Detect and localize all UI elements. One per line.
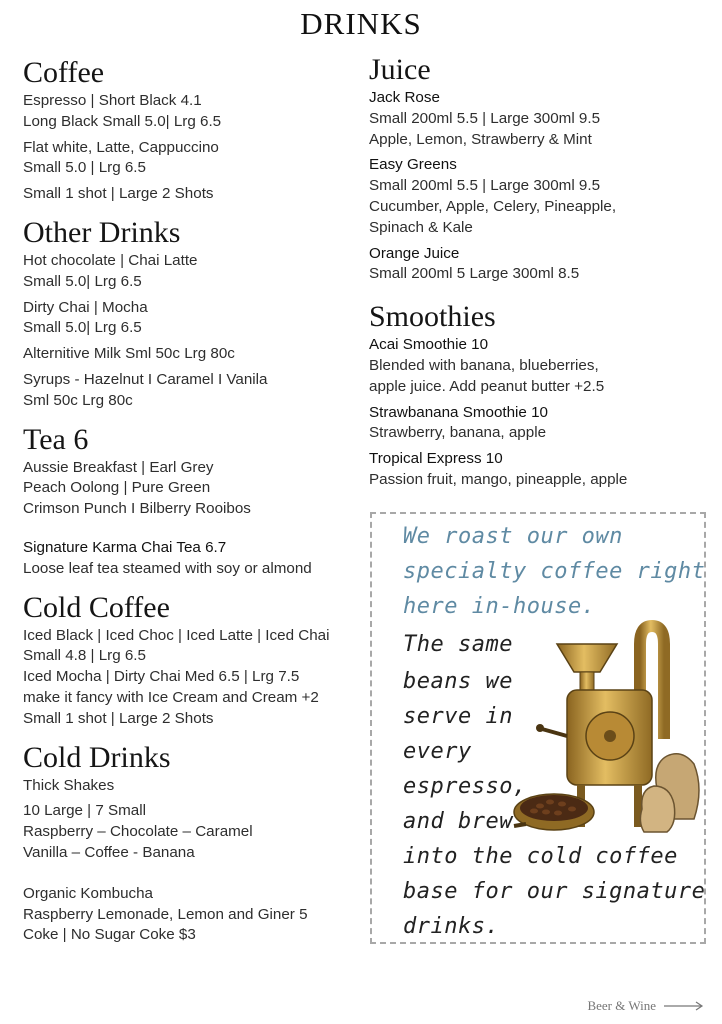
coffee-line: Espresso | Short Black 4.1: [23, 92, 202, 109]
smoothie-item-name: Tropical Express 10: [369, 450, 503, 468]
cold-drinks-line: Coke | No Sugar Coke $3: [23, 926, 196, 944]
cold-coffee-line: Small 4.8 | Lrg 6.5: [23, 647, 146, 665]
tea-line: Aussie Breakfast | Earl Grey: [23, 458, 214, 476]
smoothie-item-name: Acai Smoothie 10: [369, 336, 489, 354]
left-column: [23, 55, 368, 946]
other-drinks-line: Syrups - Hazelnut I Caramel I Vanila: [23, 370, 268, 388]
signature-chai-desc: Loose leaf tea steamed with soy or almond: [23, 559, 312, 577]
section-heading-juice: Juice: [369, 53, 431, 86]
roast-dark-line: espresso,: [403, 774, 527, 799]
cold-drinks-line: Vanilla – Coffee - Banana: [23, 843, 195, 861]
other-drinks-line: Dirty Chai | Mocha: [23, 298, 148, 316]
roast-dark-line: drinks.: [403, 914, 500, 939]
juice-item-line: Small 200ml 5.5 | Large 300ml 9.5: [369, 109, 601, 127]
cold-drinks-line: Raspberry Lemonade, Lemon and Giner 5: [23, 905, 308, 923]
right-column: [369, 52, 709, 491]
juice-item-line: Small 200ml 5.5 | Large 300ml 9.5: [369, 177, 601, 195]
juice-item-line: Apple, Lemon, Strawberry & Mint: [369, 130, 592, 148]
footer-label: Beer & Wine: [587, 998, 656, 1013]
page-title: DRINKS: [300, 6, 422, 41]
other-drinks-line: Small 5.0| Lrg 6.5: [23, 272, 142, 290]
other-drinks-line: Small 5.0| Lrg 6.5: [23, 319, 142, 337]
smoothie-item-name: Strawbanana Smoothie 10: [369, 403, 548, 421]
section-heading-other-drinks: Other Drinks: [23, 215, 181, 249]
section-heading-cold-coffee: Cold Coffee: [23, 590, 170, 624]
section-heading-cold-drinks: Cold Drinks: [23, 740, 171, 774]
coffee-line: Flat white, Latte, Cappuccino: [23, 138, 219, 156]
coffee-line: Small 1 shot | Large 2 Shots: [23, 185, 214, 203]
roast-dark-line: beans we: [403, 669, 513, 694]
other-drinks-line: Alternitive Milk Sml 50c Lrg 80c: [23, 345, 235, 363]
cold-drinks-line: 10 Large | 7 Small: [23, 802, 146, 820]
roast-blue-line: specialty coffee right: [403, 559, 706, 584]
arrow-right-icon: [664, 1001, 704, 1011]
cold-coffee-line: Small 1 shot | Large 2 Shots: [23, 709, 214, 727]
roast-blue-line: here in-house.: [403, 594, 596, 619]
cold-drinks-line: Organic Kombucha: [23, 884, 154, 902]
other-drinks-line: Sml 50c Lrg 80c: [23, 391, 133, 409]
tea-line: Peach Oolong | Pure Green: [23, 479, 211, 497]
juice-item-line: Spinach & Kale: [369, 218, 473, 236]
cold-coffee-line: make it fancy with Ice Cream and Cream +2: [23, 688, 319, 706]
juice-item-name: Orange Juice: [369, 244, 460, 262]
coffee-line: Long Black Small 5.0| Lrg 6.5: [23, 112, 222, 130]
smoothie-item-line: Strawberry, banana, apple: [369, 424, 547, 442]
signature-chai-name: Signature Karma Chai Tea 6.7: [23, 538, 227, 556]
section-heading-tea: Tea 6: [23, 422, 89, 456]
smoothie-item-line: Passion fruit, mango, pineapple, apple: [369, 470, 628, 488]
other-drinks-line: Hot chocolate | Chai Latte: [23, 251, 198, 269]
cold-coffee-line: Iced Mocha | Dirty Chai Med 6.5 | Lrg 7.5: [23, 668, 300, 686]
coffee-roaster-illustration: [512, 614, 702, 844]
roast-dark-line: and brew: [403, 809, 513, 834]
juice-item-name: Easy Greens: [369, 156, 457, 174]
smoothie-item-line: Blended with banana, blueberries,: [369, 356, 599, 374]
cold-drinks-line: Raspberry – Chocolate – Caramel: [23, 823, 253, 841]
tea-line: Crimson Punch I Bilberry Rooibos: [23, 500, 251, 518]
roast-dark-line: base for our signature: [403, 879, 706, 904]
smoothie-item-line: apple juice. Add peanut butter +2.5: [369, 377, 605, 395]
juice-item-line: Cucumber, Apple, Celery, Pineapple,: [369, 197, 617, 215]
cold-coffee-line: Iced Black | Iced Choc | Iced Latte | Iced Chai: [23, 626, 330, 644]
juice-item-line: Small 200ml 5 Large 300ml 8.5: [369, 265, 580, 283]
roast-dark-line: every: [403, 739, 472, 764]
roast-blue-line: We roast our own: [403, 524, 623, 549]
roast-dark-line: serve in: [403, 704, 513, 729]
footer-link-beer-wine[interactable]: [587, 998, 704, 1014]
coffee-line: Small 5.0 | Lrg 6.5: [23, 159, 146, 177]
roast-dark-line: The same: [403, 632, 513, 657]
juice-item-name: Jack Rose: [369, 89, 440, 106]
roast-dark-line: into the cold coffee: [403, 844, 678, 869]
cold-drinks-line: Thick Shakes: [23, 776, 115, 794]
section-heading-coffee: Coffee: [23, 56, 105, 89]
roast-info-box: [370, 512, 706, 944]
section-heading-smoothies: Smoothies: [369, 300, 496, 334]
